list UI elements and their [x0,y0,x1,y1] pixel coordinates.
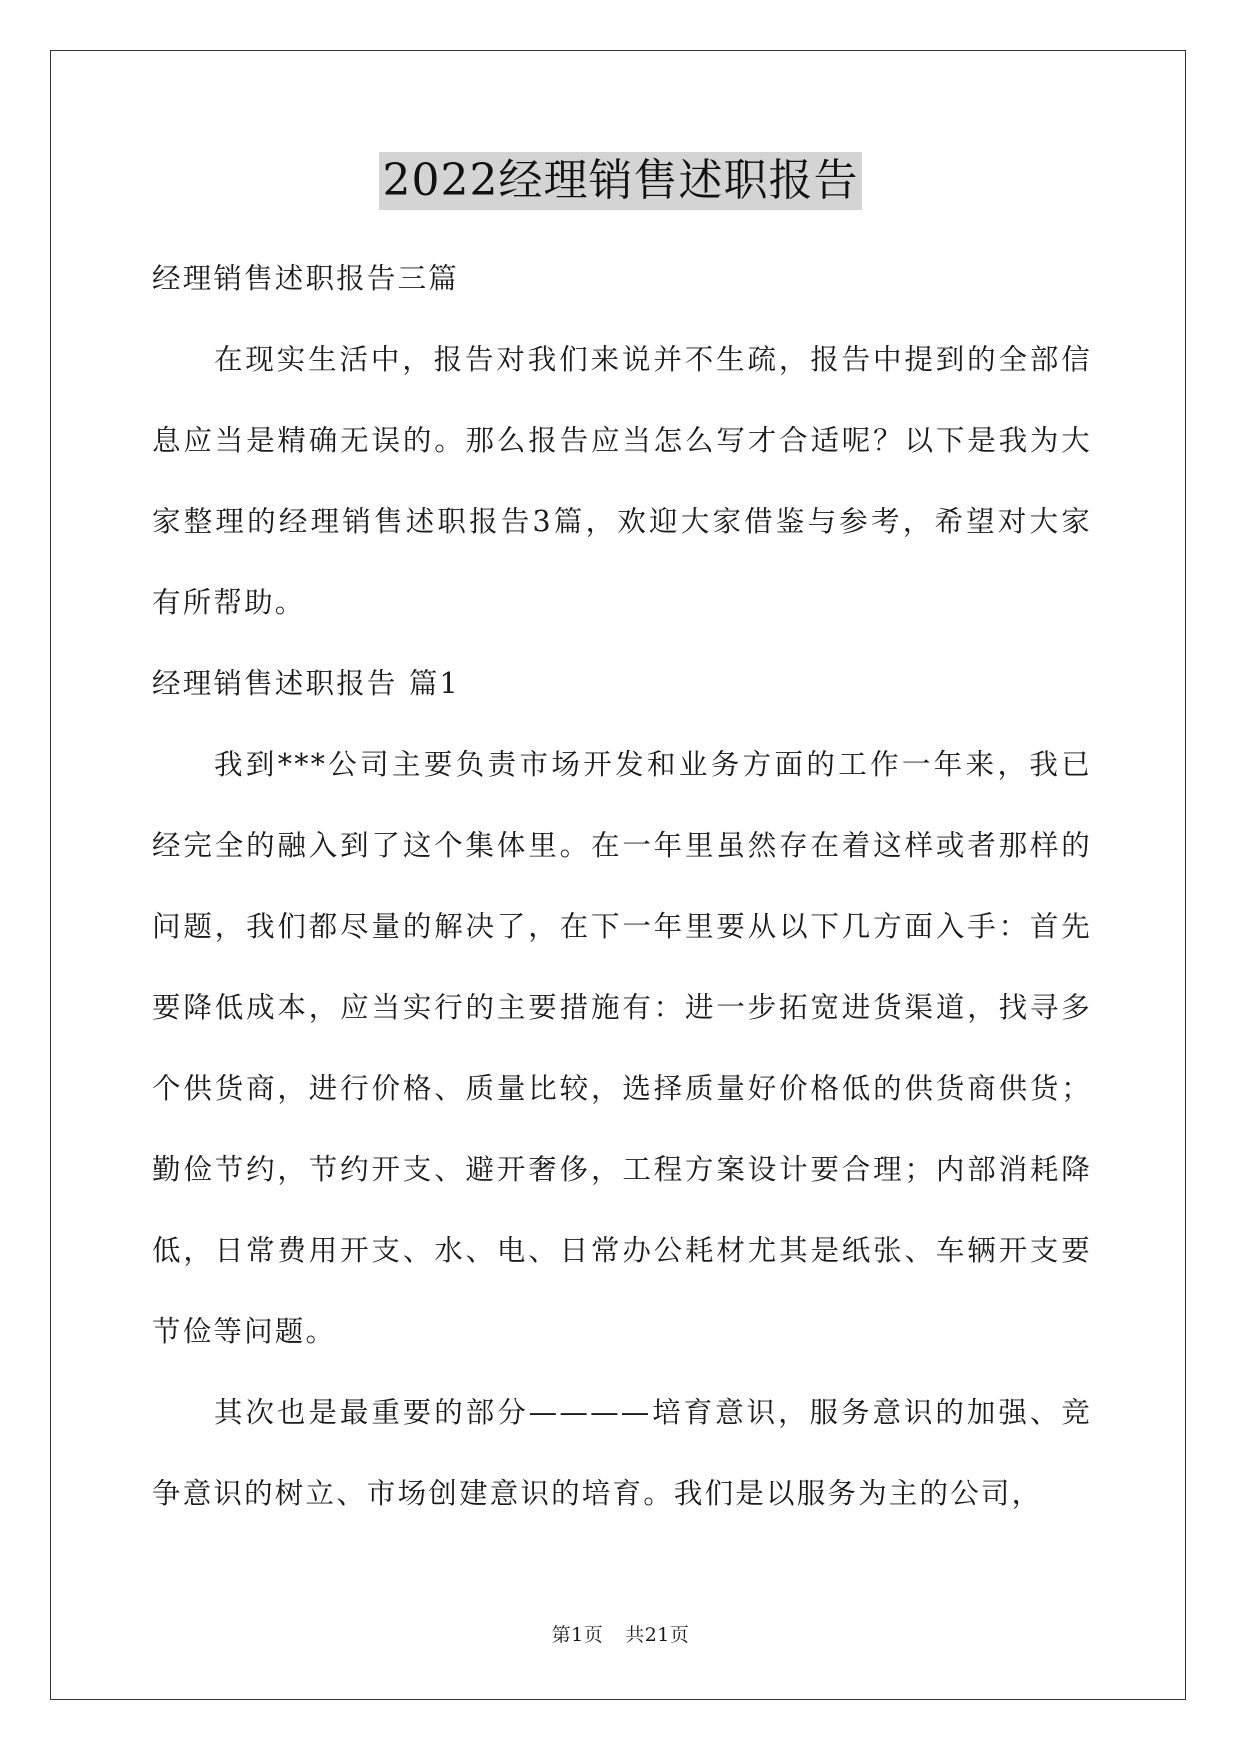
page-total: 共21页 [625,1624,690,1646]
subtitle-paragraph: 经理销售述职报告三篇 [152,262,460,295]
document-title: 2022经理销售述职报告 [379,152,863,210]
title-wrap [0,152,1241,210]
page-number: 第1页 [551,1624,604,1646]
section-heading: 经理销售述职报告 篇1 [152,667,460,700]
intro-paragraph: 在现实生活中，报告对我们来说并不生疏，报告中提到的全部信息应当是精确无误的。那么报告应当怎么写才合适呢？以下是我为大家整理的经理销售述职报告3篇，欢迎大家借鉴与参考，希望对大家有所帮助。 [152,343,1092,619]
document-body [152,238,1092,1534]
page-footer [0,1620,1241,1647]
body-paragraph: 我到***公司主要负责市场开发和业务方面的工作一年来，我已经完全的融入到了这个集体里。在一年里虽然存在着这样或者那样的问题，我们都尽量的解决了，在下一年里要从以下几方面入手：首先要降低成本，应当实行的主要措施有：进一步拓宽进货渠道，找寻多个供货商，进行价格、质量比较，选择质量好价格低的供货商供货；勤俭节约，节约开支、避开奢侈，工程方案设计要合理；内部消耗降低，日常费用开支、水、电、日常办公耗材尤其是纸张、车辆开支要节俭等问题。 [152,748,1092,1348]
body-paragraph: 其次也是最重要的部分————培育意识，服务意识的加强、竞争意识的树立、市场创建意识的培育。我们是以服务为主的公司， [152,1396,1092,1510]
